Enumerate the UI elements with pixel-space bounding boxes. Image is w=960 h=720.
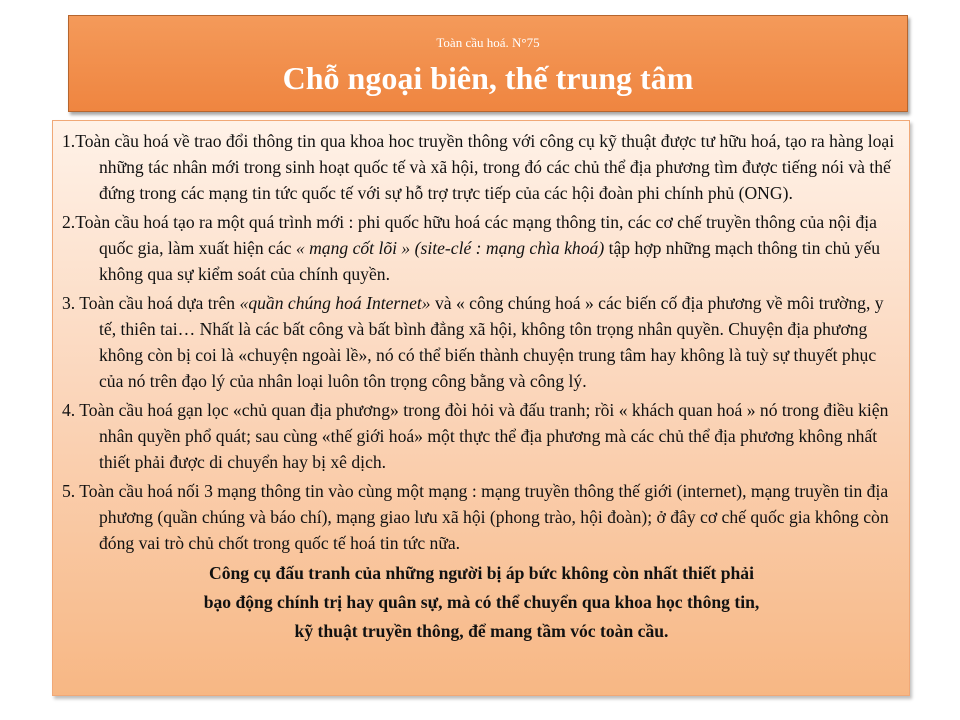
closing-line-2: bạo động chính trị hay quân sự, mà có thể chuyển qua khoa học thông tin, <box>203 592 760 612</box>
paragraph-3-italic: «quần chúng hoá Internet» <box>239 293 431 313</box>
paragraph-3-text-c: và « công chúng hoá » các biến cố địa phương về môi trường, y tế, thiên tai… Nhất là các bất công và bất bình đẳng xã hội, không tôn trọng nhân quyền. Chuyện địa phương không còn bị coi là «chuyện ngoài lề», nó có thể biến thành chuyện trung tâm hay không là tuỳ sự thuyết phục của nó trên đạo lý của nhân loại luôn tôn trọng công bằng và công lý. <box>99 293 884 391</box>
paragraph-2-text-c: tập hợp những mạch thông tin chủ yếu không qua sự kiểm soát của chính quyền. <box>99 238 881 284</box>
paragraph-2-italic: « mạng cốt lõi » (site-clé : mạng chìa khoá) <box>295 238 605 258</box>
slide-subtitle: Toàn cầu hoá. N°75 <box>436 35 540 50</box>
closing-line-1: Công cụ đấu tranh của những người bị áp bức không còn nhất thiết phải <box>209 563 754 583</box>
paragraph-2-text-a: 2.Toàn cầu hoá tạo ra một quá trình mới : phi quốc hữu hoá các mạng thông tin, các cơ chế truyền thông của nội địa quốc gia, làm xuất hiện các <box>62 212 877 258</box>
paragraph-3-text-a: 3. Toàn cầu hoá dựa trên <box>62 293 240 313</box>
slide-title: Chỗ ngoại biên, thế trung tâm <box>282 60 694 96</box>
paragraph-4: 4. Toàn cầu hoá gạn lọc «chủ quan địa phương» trong đòi hỏi và đấu tranh; rồi « khách quan hoá » nó trong điều kiện nhân quyền phổ quát; sau cùng «thế giới hoá» một thực thể địa phương mà các chủ thể địa phương không nhất thiết phải được di chuyển hay bị xê dịch. <box>62 400 889 472</box>
paragraph-3 <box>62 290 901 394</box>
closing-line-3: kỹ thuật truyền thông, để mang tầm vóc toàn cầu. <box>294 621 669 641</box>
paragraph-1: 1.Toàn cầu hoá về trao đổi thông tin qua khoa hoc truyền thông với công cụ kỹ thuật được tư hữu hoá, tạo ra hàng loại những tác nhân mới trong sinh hoạt quốc tế và xã hội, trong đó các chủ thể địa phương tìm được tiếng nói và thế đứng trong các mạng tin tức quốc tế với sự hỗ trợ trực tiếp của các hội đoàn phi chính phủ (ONG). <box>62 131 895 203</box>
paragraph-2 <box>62 209 901 287</box>
title-banner <box>68 15 908 112</box>
closing-statement <box>62 559 901 646</box>
content-box <box>52 120 910 696</box>
paragraph-5: 5. Toàn cầu hoá nối 3 mạng thông tin vào cùng một mạng : mạng truyền thông thế giới (internet), mạng truyền tin địa phương (quần chúng và báo chí), mạng giao lưu xã hội (phong trào, hội đoàn); ở đây cơ chế quốc gia không còn đóng vai trò chủ chốt trong quốc tế hoá tin tức nữa. <box>62 481 889 553</box>
